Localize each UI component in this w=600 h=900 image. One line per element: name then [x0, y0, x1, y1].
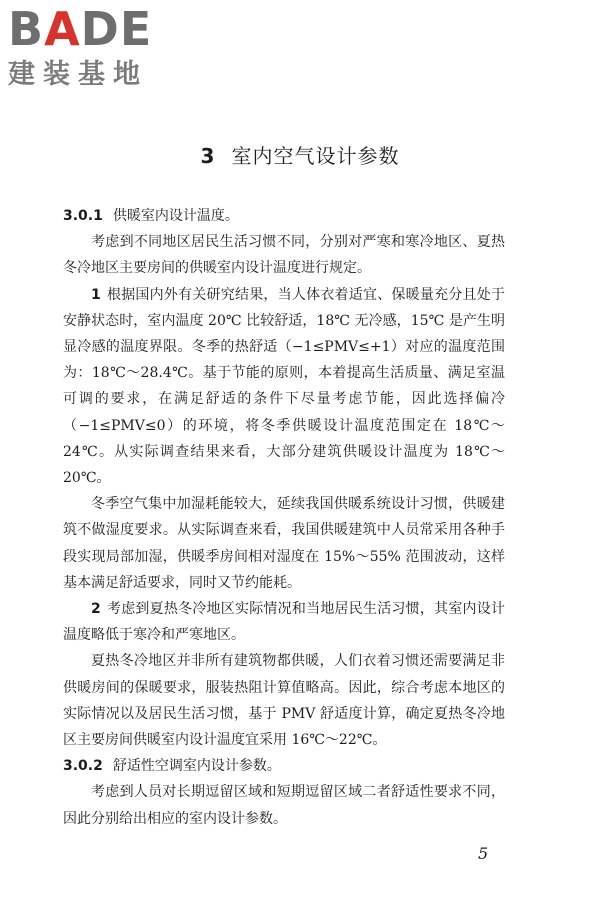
paragraph-text: 根据国内外有关研究结果，当人体衣着适宜、保暖量充分且处于安静状态时，室内温度 20℃ 比较舒适，18℃ 无冷感，15℃ 是产生明显冷感的温度界限。冬季的热舒适（−1≤PMV≤+1）对应的温度范围为：18℃～28.4℃。基于节能的原则，本着提高生活质量、满足室温可调的要求，在满足舒适的条件下尽量考虑节能，因此选择偏冷（−1≤PMV≤0）的环境，将冬季供暖设计温度范围定在 18℃～24℃。从实际调查结果来看，大部分建筑供暖设计温度为 18℃～20℃。: [63, 286, 505, 487]
paragraph: [63, 648, 505, 753]
chapter-title: [0, 144, 600, 168]
chapter-title-text: 室内空气设计参数: [231, 144, 400, 168]
clause-heading: [63, 753, 505, 779]
clause-number: 3.0.2: [63, 758, 103, 775]
paragraph-text: 夏热冬冷地区并非所有建筑物都供暖，人们衣着习惯还需要满足非供暖房间的保暖要求，服装热阻计算值略高。因此，综合考虑本地区的实际情况以及居民生活习惯，基于 PMV 舒适度计算，确定夏热冬冷地区主要房间供暖室内设计温度宜采用 16℃～22℃。: [63, 653, 505, 749]
logo-letter-a-accent: A: [44, 2, 81, 56]
paragraph: [63, 229, 505, 281]
bade-logo: [8, 2, 178, 90]
paragraph-text: 冬季空气集中加湿耗能较大，延续我国供暖系统设计习惯，供暖建筑不做湿度要求。从实际调查来看，我国供暖建筑中人员常采用各种手段实现局部加湿，供暖季房间相对湿度在 15%～55% 范围波动，这样基本满足舒适要求，同时又节约能耗。: [63, 496, 505, 591]
chapter-number: 3: [200, 144, 216, 168]
paragraph-text: 考虑到夏热冬冷地区实际情况和当地居民生活习惯，其室内设计温度略低于寒冷和严寒地区。: [63, 601, 505, 644]
clause-heading-text: 供暖室内设计温度。: [112, 208, 239, 224]
document-body: [63, 203, 505, 832]
clause-heading: [63, 203, 505, 229]
paragraph-text: 考虑到不同地区居民生活习惯不同，分别对严寒和寒冷地区、夏热冬冷地区主要房间的供暖室内设计温度进行规定。: [63, 234, 505, 277]
clause-heading-text: 舒适性空调室内设计参数。: [112, 758, 281, 775]
logo-letters-de: DE: [80, 2, 153, 56]
paragraph: [63, 491, 505, 596]
item-number: 2: [91, 601, 101, 618]
logo-wordmark: [8, 2, 178, 56]
paragraph: [63, 282, 505, 492]
page-number: 5: [478, 844, 489, 863]
clause-number: 3.0.1: [63, 208, 103, 224]
paragraph: [63, 779, 505, 831]
paragraph-text: 考虑到人员对长期逗留区域和短期逗留区域二者舒适性要求不同，因此分别给出相应的室内设计参数。: [63, 784, 505, 827]
paragraph: [63, 596, 505, 648]
logo-letter-b: B: [8, 2, 45, 56]
item-number: 1: [91, 286, 101, 303]
logo-subtitle: 建装基地: [8, 59, 148, 90]
